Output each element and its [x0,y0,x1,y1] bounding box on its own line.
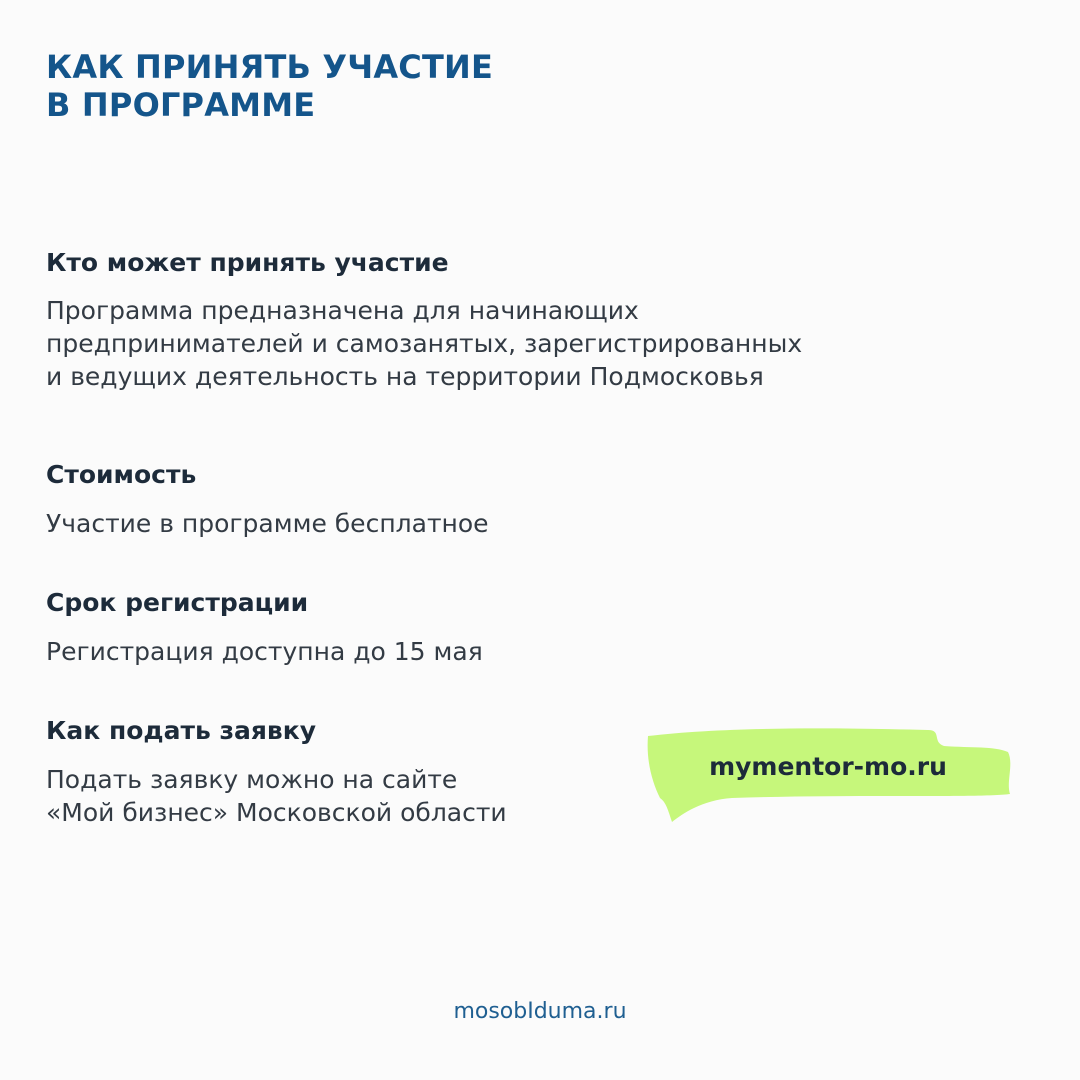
section-body-cost [46,507,489,540]
footer-site-link[interactable]: mosobIduma.ru [453,999,627,1024]
section-body-line: «Мой бизнес» Московской области [46,798,507,827]
section-body-line: Подать заявку можно на сайте [46,765,458,794]
application-link-highlight [642,722,1014,828]
section-heading-who: Кто может принять участие [46,248,449,277]
section-body-line: Участие в программе бесплатное [46,509,489,538]
page-title-line-1: КАК ПРИНЯТЬ УЧАСТИЕ [46,48,494,86]
section-body-line: Регистрация доступна до 15 мая [46,637,483,666]
section-body-who [46,294,802,393]
section-body-deadline [46,635,483,668]
section-body-line: Программа предназначена для начинающих [46,296,639,325]
section-body-apply [46,763,507,829]
section-body-line: предпринимателей и самозанятых, зарегистрированных [46,329,803,358]
section-heading-apply: Как подать заявку [46,716,317,745]
section-heading-deadline: Срок регистрации [46,588,309,617]
page-title [46,48,493,124]
section-body-line: и ведущих деятельность на территории Подмосковья [46,362,764,391]
page-title-line-2: В ПРОГРАММЕ [46,86,316,124]
section-heading-cost: Стоимость [46,460,197,489]
application-site-link[interactable]: mymentor-mo.ru [709,752,947,781]
